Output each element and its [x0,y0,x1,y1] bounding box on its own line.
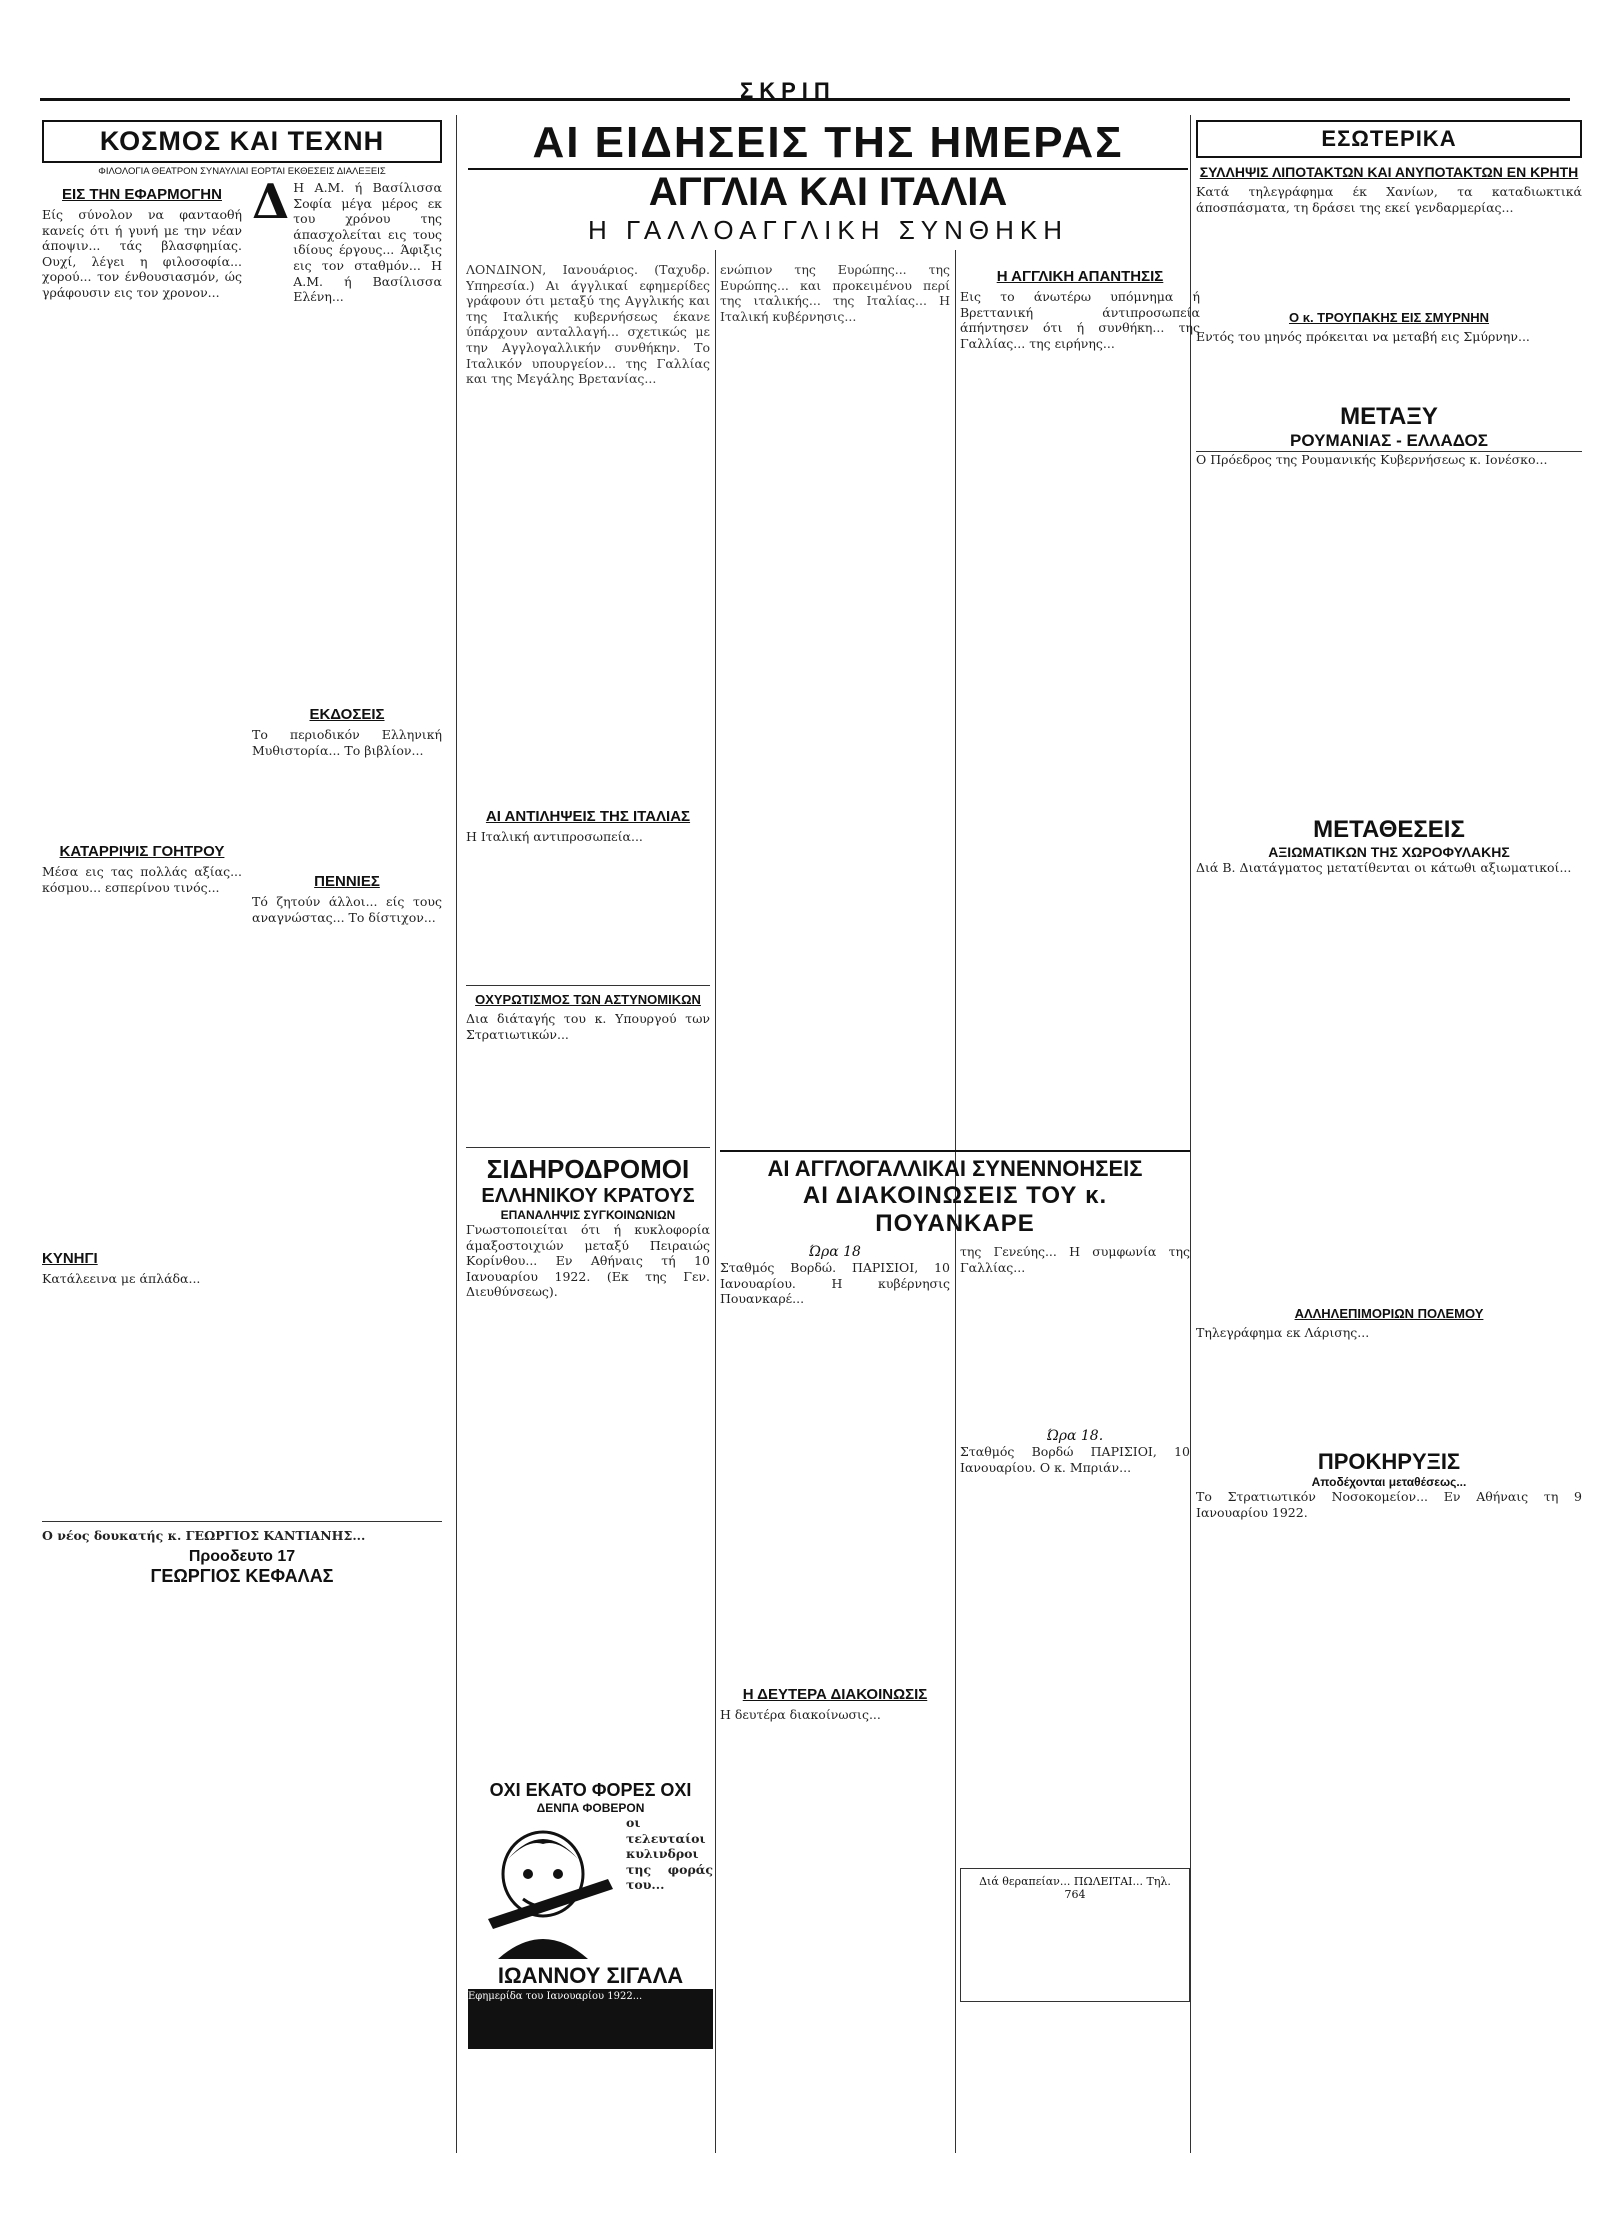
rail-subtitle: ΕΛΛΗΝΙΚΟΥ ΚΡΑΤΟΥΣ [481,1185,695,1207]
article-subtitle: Αποδέχονται μεταθέσεως... [1311,1475,1467,1489]
article-title: ΜΕΤΑΞΥ [1340,403,1438,430]
column-divider [715,250,716,2153]
article-title: ΠΕΝΝΙΕΣ [314,873,380,890]
top-rule [40,98,1570,101]
section-header: ΚΟΣΜΟΣ ΚΑΙ ΤΕΧΝΗ [42,120,442,163]
ad-block [468,1780,713,2180]
ad-name: ΙΩΑΝΝΟΥ ΣΙΓΑΛΑ [497,1963,684,1988]
sub-headline: ΑΓΓΛΙΑ ΚΑΙ ΙΤΑΛΙΑ [648,170,1008,214]
article-title: ΟΧΥΡΩΤΙΣΜΟΣ ΤΩΝ ΑΣΤΥΝΟΜΙΚΩΝ [475,992,701,1007]
article-title: ΑΙ ΑΝΤΙΛΗΨΕΙΣ ΤΗΣ ΙΤΑΛΙΑΣ [485,808,691,825]
article-title: ΣΥΛΛΗΨΙΣ ΛΙΠΟΤΑΚΤΩΝ ΚΑΙ ΑΝΥΠΟΤΑΚΤΩΝ ΕΝ ΚΡΗΤΗ [1199,164,1579,180]
rail-title: ΣΙΔΗΡΟΔΡΟΜΟΙ [486,1154,690,1184]
article-title: Η ΑΓΓΛΙΚΗ ΑΠΑΝΤΗΣΙΣ [996,268,1164,285]
article-body: Εις το άνωτέρω υπόμνημα ή Βρεττανική άντιπροσωπεία άπήντησεν ότι ή συνθήκη... της Γαλλίας... της ειρήνης... [960,289,1200,351]
column-esoterika [1196,120,1582,2120]
article-body: Μέσα εις τας πολλάς αξίας... κόσμου... εσπερίνου τινός... [42,864,242,895]
ad-body: οι τελευταίοι κυλινδροι της φοράς του... [626,1815,713,1893]
article-title: Η ΔΕΥΤΕΡΑ ΔΙΑΚΟΙΝΩΣΙΣ [742,1686,928,1703]
center-headline [468,118,1188,246]
article-body: Το περιοδικόν Ελληνική Μυθιστορία... Το βιβλίον... [252,727,442,758]
article-title: ΚΑΤΑΡΡΙΨΙΣ ΓΟΗΤΡΟΥ [59,843,225,860]
article-body: Η δευτέρα διακοίνωσις... [720,1707,881,1722]
article-body: Τό ζητούν άλλοι... είς τους αναγνώστας... Το δίστιχον... [252,894,442,925]
newspaper-name: ΣΚΡΙΠ [730,78,846,104]
conference-title: ΑΙ ΑΓΓΛΟΓΑΛΛΙΚΑΙ ΣΥΝΕΝΝΟΗΣΕΙΣ [720,1150,1190,1182]
article-body: Ο Πρόεδρος της Ρουμανικής Κυβερνήσεως κ. Ιονέσκο... [1196,452,1548,467]
article-body: ενώπιον της Ευρώπης... της Ευρώπης... και προκειμένου περί της ιταλικής... της Ιταλίας... Η Ιταλική κυβέρνησις... [720,262,950,324]
notice-date: Προοδευτο 17 [188,1547,296,1565]
article-body: Η Ιταλική αντιπροσωπεία... [466,829,643,844]
article-body: Τηλεγράφημα εκ Λάρισης... [1196,1325,1370,1340]
conference-subtitle: ΑΙ ΔΙΑΚΟΙΝΩΣΕΙΣ ΤΟΥ κ. ΠΟΥΑΝΚΑΡΕ [802,1182,1108,1237]
article-title: ΚΥΝΗΓΙ [42,1250,98,1267]
ad-headline: ΟΧΙ ΕΚΑΤΟ ΦΟΡΕΣ ΟΧΙ [489,1780,692,1800]
article-body: Δια διάταγής του κ. Υπουργού των Στρατιωτικών... [466,1011,710,1042]
article-body: της Γενεύης... Η συμφωνία της Γαλλίας... [960,1244,1190,1275]
article-body: Σταθμός Βορδώ. ΠΑΡΙΣΙΟΙ, 10 Ιανουαρίου. Η κυβέρνησις Πουανκαρέ... [720,1260,950,1307]
article-subtitle: ΡΟΥΜΑΝΙΑΣ - ΕΛΛΑΔΟΣ [1196,431,1582,452]
article-body: Είς σύνολον να φανταοθή κανείς ότι ή γυνή με την νέαν άποψιν... τάς βλασφημίας. Oυχί, λέγει η φιλοσοφία... χορού... τον ένθουσιασμόν, ώς γράφουσιν εις τον χρονον... [42,207,242,300]
ad-box: Διά θεραπείαν... ΠΩΛΕΙΤΑΙ... Τηλ. 764 [960,1868,1190,2002]
article-body: Διά Β. Διατάγματος μετατίθενται οι κάτωθι αξιωματικοί... [1196,860,1572,875]
conference-block [720,1150,1190,2002]
divider [466,985,710,986]
article-title: ΑΛΛΗΛΕΠΙΜΟΡΙΩΝ ΠΟΛΕΜΟΥ [1294,1306,1484,1321]
article-title: ΜΕΤΑΘΕΣΕΙΣ [1313,816,1465,843]
ad-footer: Εφημερίδα του Ιανουαρίου 1922... [468,1989,713,2049]
dispatch-time: Ώρα 18. [1046,1428,1104,1444]
article-body: ΛΟΝΔΙΝΟΝ, Ιανουάριος. (Ταχυδρ. Υπηρεσία.) Αι άγγλικαί εφημερίδες γράφουν ότι μεταξύ της Αγγλικής και της Ιταλικής κυβερνήσεως έκανε ύπάρχουν ανταλλαγή... σχετικώς με την Αγγλογαλλικήν συνθήκην. Το Ιταλικόν υπουργείον... της Γαλλίας και της Μεγάλης Βρετανίας... [466,262,710,387]
sub-sub-headline: Η ΓΑΛΛΟΑΓΓΛΙΚΗ ΣΥΝΘΗΚΗ [587,215,1069,245]
divider [42,1521,442,1522]
section-header: ΕΣΩΤΕΡΙΚΑ [1196,120,1582,158]
article-body: Σταθμός Βορδώ ΠΑΡΙΣΙΟΙ, 10 Ιανουαρίου. Ο κ. Μπριάν... [960,1444,1190,1475]
article-title: ΕΙΣ ΤΗΝ ΕΦΑΡΜΟΓΗΝ [62,186,222,203]
article-title: ΕΚΔΟΣΕΙΣ [309,706,385,723]
article-body: Κατά τηλεγράφημα έκ Χανίων, τα καταδιωκτικά άποσπάσματα, τη δράσει της εκεί γενδαρμερίας... [1196,184,1582,215]
main-headline: ΑΙ ΕΙΔΗΣΕΙΣ ΤΗΣ ΗΜΕΡΑΣ [468,118,1188,170]
column-divider [456,115,457,2153]
article-subtitle: ΑΞΙΩΜΑΤΙΚΩΝ ΤΗΣ ΧΩΡΟΦΥΛΑΚΗΣ [1268,844,1510,860]
article-title: Ο κ. ΤΡΟΥΠΑΚΗΣ ΕΙΣ ΣΜΥΡΝΗΝ [1288,310,1490,325]
rail-subsub: ΕΠΑΝΑΛΗΨΙΣ ΣΥΓΚΟΙΝΩΝΙΩΝ [500,1208,676,1222]
article-title: ΠΡΟΚΗΡΥΞΙΣ [1317,1449,1461,1474]
notice: Ο νέος δουκατής κ. ΓΕΩΡΓΙΟΣ ΚΑΝΤΙΑΝΗΣ... [42,1528,366,1543]
column-kosmos [42,120,442,2180]
article-body: Η Α.Μ. ή Βασίλισσα Σοφία μέγα μέρος εκ του χρόνου της άπασχολείται εις τους ιδίους έργους... Άφιξις εις τον σταθμόν... Η Α.Μ. ή Βασίλισσα Ελένη... [293,180,442,305]
divider [466,1147,710,1148]
drop-cap: Δ [252,174,290,230]
section-subheader: ΦΙΛΟΛΟΓΙΑ ΘΕΑΤΡΟΝ ΣΥΝΑΥΛΙΑΙ ΕΟΡΤΑΙ ΕΚΘΕΣΕΙΣ ΔΙΑΛΕΞΕΙΣ [98,166,386,177]
ad-illustration [468,1819,618,1959]
article-body: Γνωστοποιείται ότι ή κυκλοφορία άμαξοστοιχιών μεταξύ Πειραιώς Κορίνθου... Εν Αθήναις τή 10 Ιανουαρίου 1922. (Εκ της Γεν. Διευθύνσεως). [466,1222,710,1300]
notice-name: ΓΕΩΡΓΙΟΣ ΚΕΦΑΛΑΣ [150,1565,334,1586]
article-body: Κατάλεεινα με άπλάδα... [42,1271,201,1286]
dispatch-time: Ώρα 18 [809,1244,861,1260]
ad-subline: ΔΕΝΠΑ ΦΟΒΕΡΟΝ [536,1801,645,1815]
article-body: Το Στρατιωτικόν Νοσοκομείον... Εν Αθήναις τη 9 Ιανουαρίου 1922. [1196,1489,1582,1520]
article-body: Εντός του μηνός πρόκειται να μεταβή εις Σμύρνην... [1196,329,1530,344]
